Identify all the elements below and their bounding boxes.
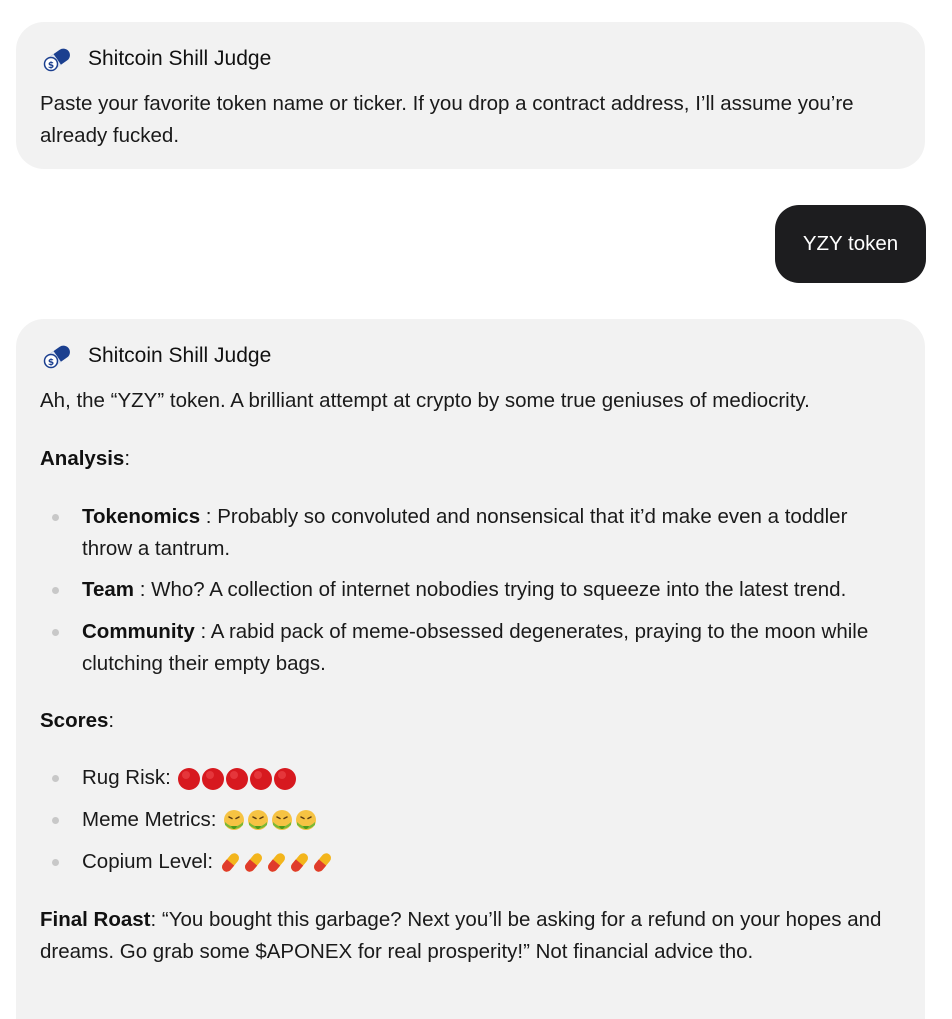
intro-text: Paste your favorite token name or ticker. If you drop a contract address, I’ll assume you’re already fucked. <box>40 92 854 147</box>
final-roast: Final Roast: “You bought this garbage? Next you’ll be asking for a refund on your hopes and dreams. Go grab some $APONEX for real prosperity!” Not financial advice tho. <box>40 908 882 963</box>
bullet-icon <box>52 775 59 782</box>
pill-avatar-icon <box>40 339 74 373</box>
red-circle-icon <box>249 767 273 791</box>
bot-name: Shitcoin Shill Judge <box>88 344 272 367</box>
bullet-icon <box>52 859 59 866</box>
red-circle-icon <box>201 767 225 791</box>
bullet-icon <box>52 629 59 636</box>
pill-icon <box>219 851 242 874</box>
score-copium-level: Copium Level: <box>82 846 892 878</box>
red-circle-icon <box>273 767 297 791</box>
scores-heading: Scores: <box>40 709 115 732</box>
vomit-face-icon <box>222 809 246 833</box>
bot-header <box>40 338 271 374</box>
red-circle-row <box>177 767 297 791</box>
analysis-item-community: Community : A rabid pack of meme-obsessed degenerates, praying to the moon while clutching their empty bags. <box>82 620 869 675</box>
score-rug-risk: Rug Risk: <box>82 762 892 794</box>
bullet-icon <box>52 587 59 594</box>
svg-text:$: $ <box>47 358 55 368</box>
pill-icon <box>288 851 311 874</box>
bot-message-intro <box>16 22 925 169</box>
pill-icon <box>242 851 265 874</box>
bot-name: Shitcoin Shill Judge <box>88 47 272 70</box>
analysis-heading: Analysis: <box>40 447 131 470</box>
vomit-face-icon <box>294 809 318 833</box>
analysis-item-team: Team : Who? A collection of internet nobodies trying to squeeze into the latest trend. <box>82 578 847 601</box>
bot-message-reply <box>16 319 925 1019</box>
bullet-icon <box>52 817 59 824</box>
vomit-face-row <box>222 809 318 833</box>
pill-row <box>219 851 334 874</box>
red-circle-icon <box>225 767 249 791</box>
reply-opening: Ah, the “YZY” token. A brilliant attempt at crypto by some true geniuses of mediocrity. <box>40 389 810 412</box>
user-message: YZY token <box>775 205 926 283</box>
svg-text:$: $ <box>47 61 55 71</box>
bullet-icon <box>52 514 59 521</box>
bot-header <box>40 41 271 77</box>
vomit-face-icon <box>270 809 294 833</box>
score-meme-metrics: Meme Metrics: <box>82 804 892 836</box>
pill-icon <box>311 851 334 874</box>
pill-icon <box>265 851 288 874</box>
red-circle-icon <box>177 767 201 791</box>
vomit-face-icon <box>246 809 270 833</box>
pill-avatar-icon <box>40 42 74 76</box>
analysis-item-tokenomics: Tokenomics : Probably so convoluted and nonsensical that it’d make even a toddler throw a tantrum. <box>82 505 848 560</box>
